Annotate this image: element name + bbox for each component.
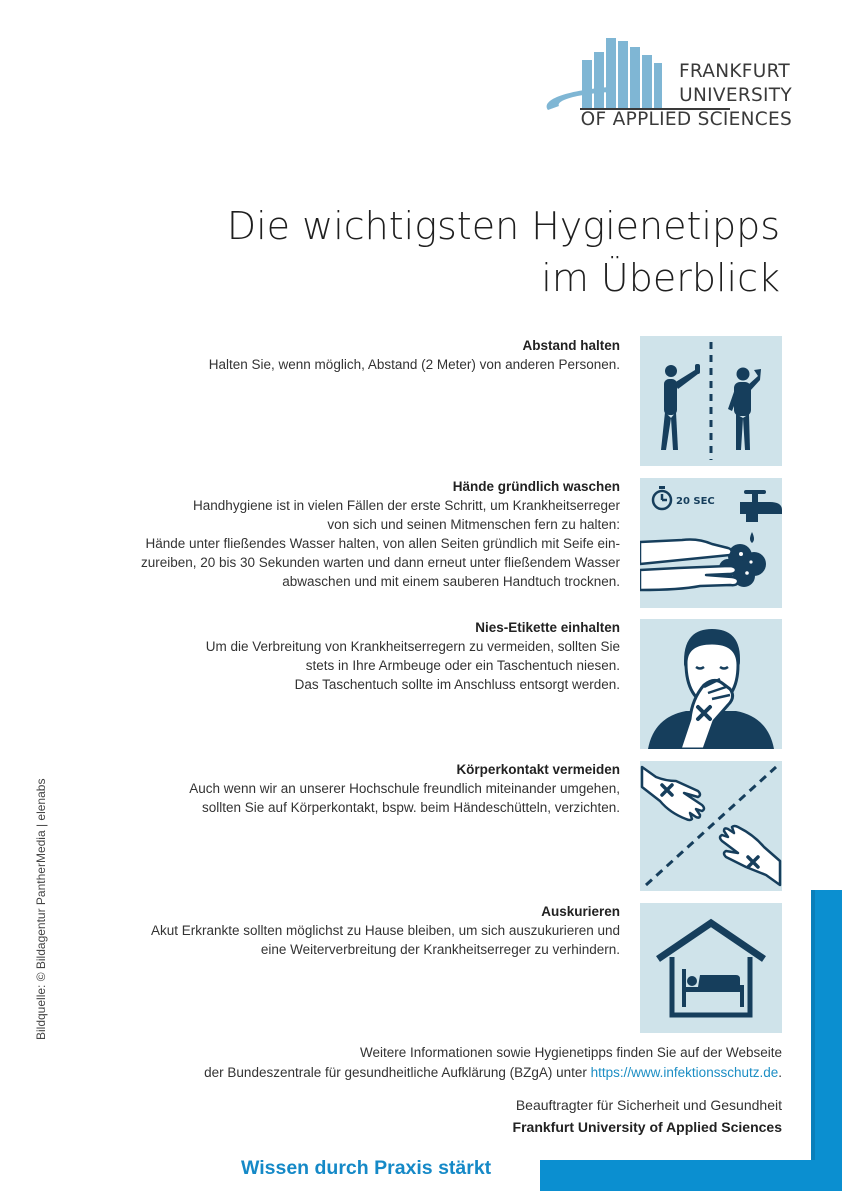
tip-heading: Abstand halten (522, 338, 620, 353)
logo-line-1: FRANKFURT (678, 61, 790, 82)
further-info-punct: . (778, 1065, 782, 1080)
page-title-line-1: Die wichtigsten Hygienetipps (226, 204, 780, 248)
tip-heading: Hände gründlich waschen (452, 479, 620, 494)
page-title-line-2: im Überblick (541, 256, 780, 300)
tip-heading: Körperkontakt vermeiden (456, 762, 620, 777)
tip-body: Handhygiene ist in vielen Fällen der erste Schritt, um Krankheitserreger von sich und seinen Mitmenschen fern zu halten: Hände unter fließendes Wasser halten, von allen Seiten gründlich mit Seife ein- zureiben, 20 bis 30 Sekunden warten und dann erneut unter fließendem Wasser abwaschen und mit einem sauberen Handtuch trocknen. (140, 498, 620, 589)
stay-home-icon (640, 903, 782, 1033)
distance-icon (640, 336, 782, 466)
tip-body: Halten Sie, wenn möglich, Abstand (2 Meter) von anderen Personen. (208, 357, 620, 372)
bzga-link[interactable]: https://www.infektionsschutz.de (590, 1065, 779, 1080)
tip-body: Um die Verbreitung von Krankheitserregern zu vermeiden, sollten Sie stets in Ihre Armbeuge oder ein Taschentuch niesen. Das Taschentuch sollte im Anschluss entsorgt werden. (205, 639, 620, 692)
no-handshake-icon (640, 761, 782, 891)
tip-sneeze (80, 618, 620, 694)
further-info-line-2: der Bundeszentrale für gesundheitliche Aufklärung (BZgA) unter (204, 1065, 591, 1080)
logo-line-3: OF APPLIED SCIENCES (580, 109, 792, 130)
page-title (227, 200, 780, 304)
signature-role: Beauftragter für Sicherheit und Gesundheit (515, 1097, 782, 1113)
handwash-icon (640, 478, 782, 608)
tip-no-contact (80, 760, 620, 817)
timer-label: 20 SEC (676, 496, 715, 507)
logo-wordmark (582, 60, 792, 132)
logo-line-2: UNIVERSITY (679, 85, 792, 106)
tip-heading: Auskurieren (541, 904, 620, 919)
further-info (204, 1043, 782, 1083)
brand-band-horizontal (540, 1160, 842, 1191)
tip-distance (80, 336, 620, 374)
further-info-line-1: Weitere Informationen sowie Hygienetipps finden Sie auf der Webseite (360, 1045, 782, 1060)
signature (513, 1094, 782, 1138)
tip-body: Akut Erkrankte sollten möglichst zu Hause bleiben, um sich auszukurieren und eine Weiterverbreitung der Krankheitserreger zu verhindern. (151, 923, 620, 957)
sneeze-icon (640, 619, 782, 749)
brand-band-vertical (811, 890, 842, 1191)
slogan: Wissen durch Praxis stärkt (241, 1157, 492, 1179)
tip-recover (80, 902, 620, 959)
tip-heading: Nies-Etikette einhalten (475, 620, 620, 635)
tip-body: Auch wenn wir an unserer Hochschule freundlich miteinander umgehen, sollten Sie auf Körperkontakt, bspw. beim Händeschütteln, verzichten. (189, 781, 620, 815)
tip-handwash (80, 477, 620, 591)
image-credit: Bildquelle: © Bildagentur PantherMedia | elenabs (34, 778, 48, 1040)
signature-org: Frankfurt University of Applied Sciences (512, 1119, 782, 1135)
